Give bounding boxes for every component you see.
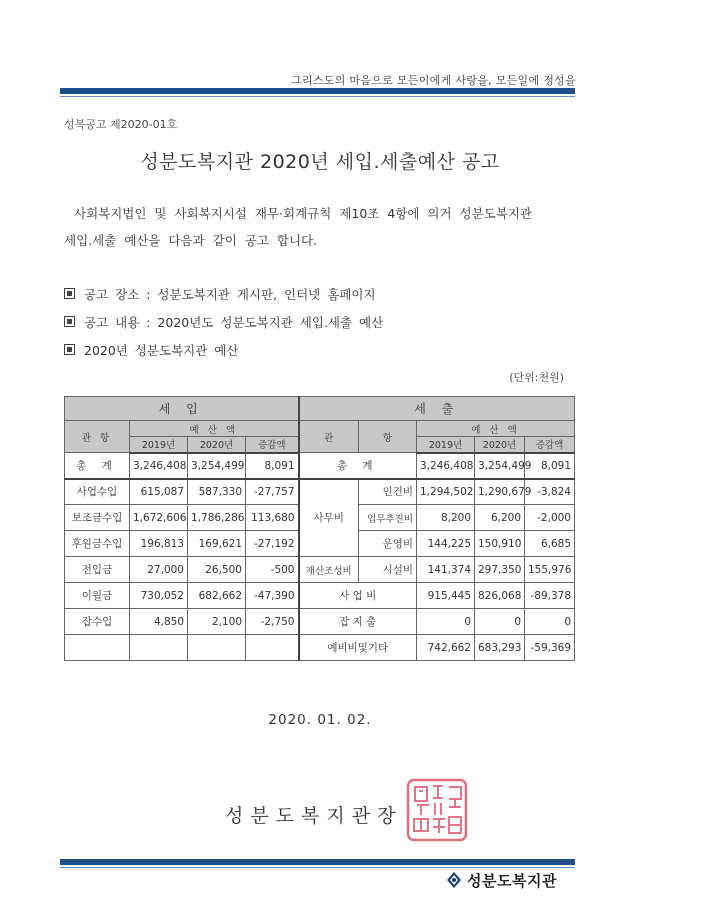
header-divider-line <box>60 96 575 97</box>
income-budget-header: 예 산 액 <box>130 421 299 437</box>
income-2020: 169,621 <box>188 531 246 557</box>
income-gwanhang-header: 관 항 <box>65 421 130 453</box>
income-2019: 4,850 <box>130 609 188 635</box>
expense-change-header: 증감액 <box>525 437 575 453</box>
bullet-item <box>64 284 383 303</box>
expense-change: -2,000 <box>525 505 575 531</box>
expense-label: 인건비 <box>359 479 417 505</box>
income-total-2019: 3,246,408 <box>130 453 188 479</box>
expense-label: 운영비 <box>359 531 417 557</box>
income-label: 전입금 <box>65 557 130 583</box>
income-2019-header: 2019년 <box>130 437 188 453</box>
expense-2019: 1,294,502 <box>417 479 475 505</box>
intro-line-2: 세입.세출 예산을 다음과 같이 공고 합니다. <box>64 233 318 248</box>
expense-label: 잡 지 출 <box>299 609 417 635</box>
expense-gwan-header: 관 <box>299 421 359 453</box>
empty-cell <box>65 635 130 661</box>
notice-intro <box>64 200 584 254</box>
income-change: -2,750 <box>246 609 299 635</box>
income-label: 사업수입 <box>65 479 130 505</box>
income-2020-header: 2020년 <box>188 437 246 453</box>
official-seal-stamp <box>405 777 469 843</box>
table-row <box>65 583 575 609</box>
expense-total-2020: 3,254,499 <box>475 453 525 479</box>
expense-gwan-samubi: 사무비 <box>299 479 359 557</box>
income-2019: 196,813 <box>130 531 188 557</box>
intro-line-1: 사회복지법인 및 사회복지시설 재무·회계규칙 제10조 4항에 의거 성분도복지관 <box>74 206 532 221</box>
notice-number: 성복공고 제2020-01호 <box>64 118 178 131</box>
expense-2019: 144,225 <box>417 531 475 557</box>
budget-table <box>64 396 575 661</box>
header-motto: 그리스도의 마음으로 모든이에게 사랑을, 모든일에 정성을 <box>290 74 576 87</box>
income-header: 세 입 <box>65 397 299 421</box>
expense-header: 세 출 <box>299 397 575 421</box>
income-2020: 1,786,286 <box>188 505 246 531</box>
expense-2019: 8,200 <box>417 505 475 531</box>
expense-hang-header: 항 <box>359 421 417 453</box>
income-label: 이월금 <box>65 583 130 609</box>
expense-2019: 742,662 <box>417 635 475 661</box>
income-change: -47,390 <box>246 583 299 609</box>
table-row <box>65 635 575 661</box>
unit-label: (단위:천원) <box>509 371 564 384</box>
expense-2020: 0 <box>475 609 525 635</box>
expense-change: 0 <box>525 609 575 635</box>
income-2020: 2,100 <box>188 609 246 635</box>
empty-cell <box>130 635 188 661</box>
expense-2020: 297,350 <box>475 557 525 583</box>
expense-total-label: 총 계 <box>299 453 417 479</box>
expense-2019-header: 2019년 <box>417 437 475 453</box>
income-2019: 730,052 <box>130 583 188 609</box>
square-bullet-icon <box>64 316 75 327</box>
expense-gwan-jaesan: 재산조성비 <box>299 557 359 583</box>
income-2019: 27,000 <box>130 557 188 583</box>
income-2020: 587,330 <box>188 479 246 505</box>
expense-change: 6,685 <box>525 531 575 557</box>
bullet-text: 공고 내용 : 2020년도 성분도복지관 세입.세출 예산 <box>84 314 384 330</box>
table-row <box>65 479 575 505</box>
expense-2020-header: 2020년 <box>475 437 525 453</box>
expense-change: -3,824 <box>525 479 575 505</box>
expense-label: 사 업 비 <box>299 583 417 609</box>
income-label: 후원금수입 <box>65 531 130 557</box>
table-row <box>65 609 575 635</box>
income-change-header: 증감액 <box>246 437 299 453</box>
expense-2019: 141,374 <box>417 557 475 583</box>
expense-2020: 150,910 <box>475 531 525 557</box>
income-total-label: 총 계 <box>65 453 130 479</box>
income-change: -27,757 <box>246 479 299 505</box>
empty-cell <box>188 635 246 661</box>
income-total-2020: 3,254,499 <box>188 453 246 479</box>
bullet-item <box>64 312 383 331</box>
expense-budget-header: 예 산 액 <box>417 421 575 437</box>
expense-2019: 915,445 <box>417 583 475 609</box>
expense-2019: 0 <box>417 609 475 635</box>
income-2020: 26,500 <box>188 557 246 583</box>
expense-total-2019: 3,246,408 <box>417 453 475 479</box>
table-row-total <box>65 453 575 479</box>
expense-2020: 1,290,679 <box>475 479 525 505</box>
income-total-change: 8,091 <box>246 453 299 479</box>
signature-text: 성분도복지관장 <box>225 805 403 827</box>
bullet-text: 2020년 성분도복지관 예산 <box>84 342 239 358</box>
org-logo <box>445 869 557 891</box>
expense-2020: 6,200 <box>475 505 525 531</box>
income-2020: 682,662 <box>188 583 246 609</box>
income-label: 보조금수입 <box>65 505 130 531</box>
income-change: -500 <box>246 557 299 583</box>
income-change: 113,680 <box>246 505 299 531</box>
org-logo-text: 성분도복지관 <box>467 871 557 890</box>
income-label: 잡수입 <box>65 609 130 635</box>
expense-label: 업무추진비 <box>359 505 417 531</box>
empty-cell <box>246 635 299 661</box>
income-2019: 1,672,606 <box>130 505 188 531</box>
expense-change: -89,378 <box>525 583 575 609</box>
notice-title: 성분도복지관 2020년 세입.세출예산 공고 <box>140 151 500 173</box>
footer-divider-bar <box>60 859 575 865</box>
expense-2020: 826,068 <box>475 583 525 609</box>
footer-divider-line <box>60 867 575 868</box>
header-divider-bar <box>60 88 575 94</box>
expense-total-change: 8,091 <box>525 453 575 479</box>
expense-label: 예비비및기타 <box>299 635 417 661</box>
expense-label: 시설비 <box>359 557 417 583</box>
notice-bullets <box>64 284 383 368</box>
notice-date: 2020. 01. 02. <box>268 712 372 728</box>
expense-change: -59,369 <box>525 635 575 661</box>
org-logo-icon <box>445 871 463 889</box>
income-2019: 615,087 <box>130 479 188 505</box>
bullet-text: 공고 장소 : 성분도복지관 게시판, 인터넷 홈페이지 <box>84 286 376 302</box>
bullet-item <box>64 340 383 359</box>
expense-2020: 683,293 <box>475 635 525 661</box>
expense-change: 155,976 <box>525 557 575 583</box>
square-bullet-icon <box>64 288 75 299</box>
income-change: -27,192 <box>246 531 299 557</box>
square-bullet-icon <box>64 344 75 355</box>
table-row <box>65 557 575 583</box>
